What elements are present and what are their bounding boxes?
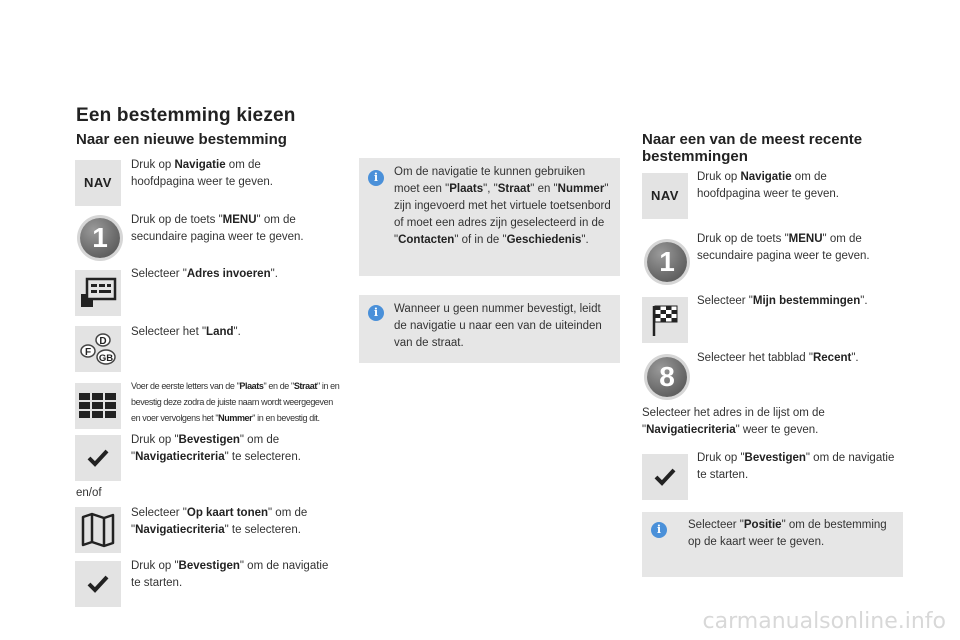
keypad-grid-icon xyxy=(78,391,118,421)
step-select-address-from-list: Selecteer het adres in de lijst om de "Navigatiecriteria" weer te geven. xyxy=(642,407,825,436)
info-panel-requirements xyxy=(359,158,620,276)
or-separator: en/of xyxy=(76,487,102,499)
nav-button-icon xyxy=(642,173,688,219)
step-number-8-badge: 8 xyxy=(647,357,687,397)
address-entry-icon xyxy=(75,270,121,316)
section-heading-new-destination: Naar een nieuwe bestemming xyxy=(76,131,287,148)
badge-f: F xyxy=(84,347,92,358)
country-icon xyxy=(75,326,121,372)
nav-button-icon xyxy=(75,160,121,206)
section-heading-recent-destinations: Naar een van de meest recente bestemmingen xyxy=(642,131,863,166)
info-icon: i xyxy=(368,305,384,321)
step-select-address: Selecteer "Adres invoeren". xyxy=(131,268,278,280)
virtual-keyboard-icon xyxy=(75,383,121,429)
step-number-1-badge: 1 xyxy=(647,242,687,282)
info-panel-house-number xyxy=(359,295,620,363)
flag-icon xyxy=(650,302,680,338)
step-start-navigation: Druk op "Bevestigen" om de navigatie te starten. xyxy=(131,560,329,589)
badge-d: D xyxy=(99,336,107,347)
info-text-requirements: Om de navigatie te kunnen gebruiken moet een "Plaats", "Straat" en "Nummer" zijn ingevoerd met het virtuele toetsenbord of moet een adres zijn geselecteerd in de "Contacten" of in de "Geschiedenis". xyxy=(394,166,611,246)
checkered-flag-icon xyxy=(642,297,688,343)
nav-label: NAV xyxy=(84,174,112,190)
step-start-navigation: Druk op "Bevestigen" om de navigatie te starten. xyxy=(697,452,895,481)
step-select-recent-tab: Selecteer het tabblad "Recent". xyxy=(697,352,859,364)
step-select-my-destinations: Selecteer "Mijn bestemmingen". xyxy=(697,295,868,307)
step-show-on-map: Selecteer "Op kaart tonen" om de "Navigatiecriteria" te selecteren. xyxy=(131,507,308,536)
page-title: Een bestemming kiezen xyxy=(76,105,296,126)
step-number-1-badge: 1 xyxy=(80,218,120,258)
folded-map-icon xyxy=(80,512,116,548)
keyboard-hand-icon xyxy=(78,276,118,310)
watermark: carmanualsonline.info xyxy=(702,609,946,635)
map-icon xyxy=(75,507,121,553)
info-icon: i xyxy=(368,170,384,186)
step-press-menu: Druk op de toets "MENU" om de secundaire pagina weer te geven. xyxy=(131,214,304,243)
info-icon: i xyxy=(651,522,667,538)
step-press-navigation: Druk op Navigatie om de hoofdpagina weer te geven. xyxy=(131,159,273,188)
country-badges-icon xyxy=(76,329,120,369)
step-press-navigation: Druk op Navigatie om de hoofdpagina weer te geven. xyxy=(697,171,839,200)
info-text-position: Selecteer "Positie" om de bestemming op de kaart weer te geven. xyxy=(688,519,887,548)
info-text-house-number: Wanneer u geen nummer bevestigt, leidt de navigatie u naar een van de uiteinden van de straat. xyxy=(394,303,602,349)
badge-gb: GB xyxy=(98,353,114,364)
confirm-checkmark-icon xyxy=(642,454,688,500)
step-confirm-criteria: Druk op "Bevestigen" om de "Navigatiecriteria" te selecteren. xyxy=(131,434,301,463)
info-panel-position xyxy=(642,512,903,577)
confirm-checkmark-icon xyxy=(75,561,121,607)
step-enter-city-street: Voer de eerste letters van de "Plaats" en de "Straat" in en bevestig deze zodra de juiste naam wordt weergegeven en voer vervolgens het "Nummer" in en bevestig dit. xyxy=(131,381,340,423)
confirm-checkmark-icon xyxy=(75,435,121,481)
step-select-country: Selecteer het "Land". xyxy=(131,326,241,338)
nav-label: NAV xyxy=(651,187,679,203)
step-press-menu: Druk op de toets "MENU" om de secundaire pagina weer te geven. xyxy=(697,233,870,262)
